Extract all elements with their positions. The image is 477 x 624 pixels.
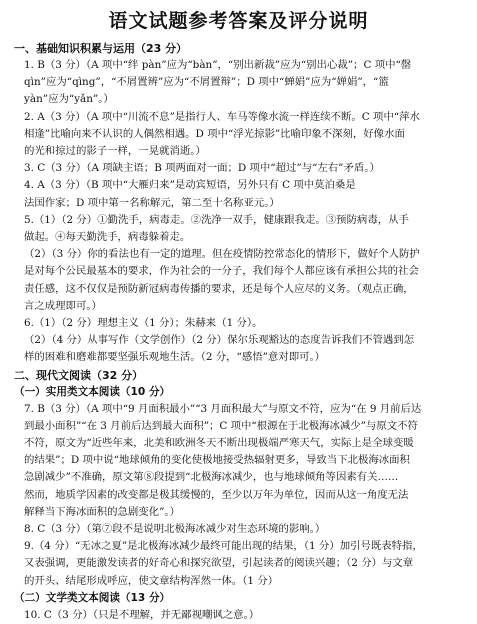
subsection-heading-practical-text: （一）实用类文本阅读（10 分） <box>14 385 171 398</box>
answer-9-line-1: 9.（4 分）“无冰之夏”是北极海冰减少最终可能出现的结果，（1 分）加引号既表特指， <box>24 540 423 553</box>
subsection-heading-literary-text: （二）文学类文本阅读（13 分） <box>14 591 171 604</box>
answer-2-line-3: 的光和掠过的影子一样，一晃就消逝。） <box>24 145 206 158</box>
section-heading-modern-reading: 二、现代文阅读（32 分） <box>14 368 144 382</box>
answer-3-line-1: 3. C（3 分）（A 项缺主语；B 项两面对一面；D 项中“超过”与“左右”矛盾。） <box>24 162 380 175</box>
answer-5-line-4: 是对每个公民最基本的要求，作为社会的一分子，我们每个人都应该有承担公共的社会 <box>24 265 419 278</box>
answer-5-line-2: 做起。④每天勤洗手，病毒躲着走。 <box>24 231 191 244</box>
answer-1-line-2: qìn”应为“qìng”，“不屑置辨”应为“不屑置辩”；D 项中“蝉娟”应为“婵娟”，“篮 <box>24 76 389 89</box>
answer-7-line-1: 7. B（3 分）（A 项中“9 月面积最小”“3 月面积最大”与原文不符，应为“在 9 月前后达 <box>24 402 422 415</box>
answer-5-line-5: 责任感，这不仅仅是预防新冠病毒传播的要求，还是每个人应尽的义务。（观点正确， <box>24 282 414 295</box>
answer-7-line-5: 急剧减少”不准确，原文第⑧段提到“北极海冰减少，也与地球倾角等因素有关…… <box>24 471 399 484</box>
answer-1-line-3: yàn”应为“yǎn”。） <box>24 93 114 106</box>
page-title: 语文试题参考答案及评分说明 <box>108 10 369 32</box>
answer-7-line-2: 到最小面积”“在 3 月前后达到最大面积”；C 项中“根源在于北极海冰减少”与原文不符 <box>24 419 418 432</box>
answer-10-line-1: 10. C（3 分）（只是不理解，并无鄙视嘲讽之意。） <box>24 608 260 621</box>
answer-7-line-3: 不符，原文为“近些年来，北美和欧洲冬天不断出现极端严寒天气，实际上是全球变暖 <box>24 437 414 450</box>
answer-9-line-3: 的开头、结尾形成呼应，使文章结构浑然一体。（1 分） <box>24 574 279 587</box>
answer-5-line-3: （2）（3 分）你的看法也有一定的道理。但在疫情防控常态化的情形下，做好个人防护 <box>24 248 420 261</box>
answer-7-line-7: 解释当下海冰面积的急剧变化”。） <box>24 505 180 518</box>
answer-7-line-6: 然而，地质学因素的改变都是极其缓慢的，至少以万年为单位，因而从这一角度无法 <box>24 488 409 501</box>
answer-6-line-2: （2）（4 分）从事写作（文学创作）（2 分）保尔乐观豁达的态度告诉我们不管遇到怎 <box>24 334 415 347</box>
answer-8-line-1: 8. C（3 分）（第⑦段不是说明北极海冰减少对生态环境的影响。） <box>24 523 326 536</box>
answer-7-line-4: 的结果”；D 项中说“地球倾角的变化使极地接受热辐射更多，导致当下北极海冰面积 <box>24 454 410 467</box>
answer-5-line-6: 言之成理即可。） <box>24 299 102 312</box>
answer-2-line-2: 相逢”比喻向来不认识的人偶然相遇。D 项中“浮光掠影”比喻印象不深刻，好像水面 <box>24 127 405 140</box>
answer-2-line-1: 2. A（3 分）（A 项中“川流不息”是指行人、车马等像水流一样连续不断。C 项中“萍水 <box>24 110 420 123</box>
section-heading-basic-knowledge: 一、基础知识积累与运用（23 分） <box>14 42 188 55</box>
answer-9-line-2: 又表强调，更能激发读者的好奇心和探究欲望，引起读者的阅读兴趣；（2 分）与文章 <box>24 557 414 570</box>
answer-4-line-2: 法国作家；D 项中第一名称解元，第二至十名称亚元。） <box>24 196 280 209</box>
answer-6-line-3: 样的困难和磨难都要坚强乐观地生活。（2 分，“感悟”意对即可。） <box>24 351 326 364</box>
answer-6-line-1: 6.（1）（2 分）理想主义（1 分）；朱赫来（1 分）。 <box>24 317 263 330</box>
answer-5-line-1: 5.（1）（2 分）①勤洗手，病毒走。②洗净一双手，健康跟我走。③预防病毒，从手 <box>24 213 409 226</box>
answer-1-line-1: 1. B（3 分）（A 项中“绊 pàn”应为“bàn”，“别出新裁”应为“别出心裁”；C 项中“罄 <box>24 59 412 71</box>
answer-4-line-1: 4. A（3 分）（B 项中“大雁归来”是动宾短语，另外只有 C 项中莫泊桑是 <box>24 179 356 192</box>
